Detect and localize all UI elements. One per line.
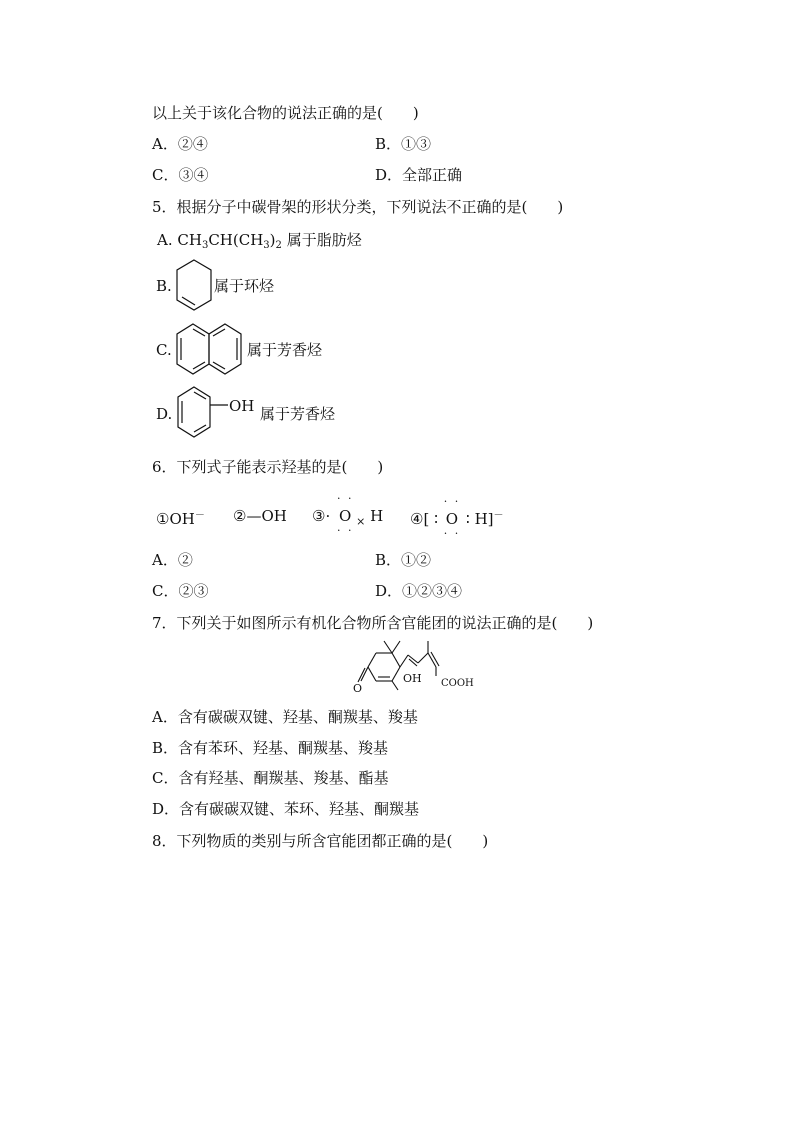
q5-oh-group: OH [229,397,255,415]
q6-option-b: B．①② [375,551,432,569]
q5-option-b-text: 属于环烃 [214,277,275,295]
q7-stem: 7．下列关于如图所示有机化合物所含官能团的说法正确的是( ) [152,614,594,632]
q5-formula: $CH_3CH(CH_3)_2$ [177,231,282,251]
q6-item-2: ②—OH [233,507,287,525]
q5-option-c-label: C. [156,341,172,359]
q4-option-a: A．②④ [152,135,208,153]
q7-option-a: A．含有碳碳双键、羟基、酮羰基、羧基 [152,708,418,726]
q6-stem: 6．下列式子能表示羟基的是( ) [152,458,384,476]
q7-cooh-label: COOH [441,678,474,689]
q5-option-d-text: 属于芳香烃 [260,405,336,423]
q7-oh-label: OH [403,672,422,685]
q6-item-4: ④[ ∶ · · O · · ∶ H]－ [410,495,504,540]
q6-option-a: A．② [152,551,193,569]
q4-stem: 以上关于该化合物的说法正确的是( ) [152,104,419,122]
q4-option-c: C．③④ [152,166,209,184]
q5-option-a: A. $CH_3CH(CH_3)_2$ 属于脂肪烃 [157,231,362,251]
q4-option-b: B．①③ [375,135,432,153]
q7-option-d: D．含有碳碳双键、苯环、羟基、酮羰基 [152,800,420,818]
q6-item-3: ③· · · O · · $_\times$ H [312,492,384,537]
q4-option-d: D．全部正确 [375,166,463,184]
q7-carbonyl-o: O [353,682,363,695]
q5-option-c-text: 属于芳香烃 [247,341,323,359]
q7-option-b: B．含有苯环、羟基、酮羰基、羧基 [152,739,389,757]
q6-option-c: C．②③ [152,582,209,600]
q5-stem: 5．根据分子中碳骨架的形状分类，下列说法不正确的是( ) [152,198,564,216]
q5-option-d-label: D. [156,405,173,423]
cyclohexene-structure [174,258,214,314]
q8-stem: 8．下列物质的类别与所含官能团都正确的是( ) [152,832,489,850]
naphthalene-structure [175,322,247,378]
q6-item-1: ①OH－ [156,510,205,528]
q7-option-c: C．含有羟基、酮羰基、羧基、酯基 [152,769,389,787]
q6-option-d: D．①②③④ [375,582,463,600]
phenol-structure [176,385,232,441]
q5-option-b-label: B. [156,277,172,295]
